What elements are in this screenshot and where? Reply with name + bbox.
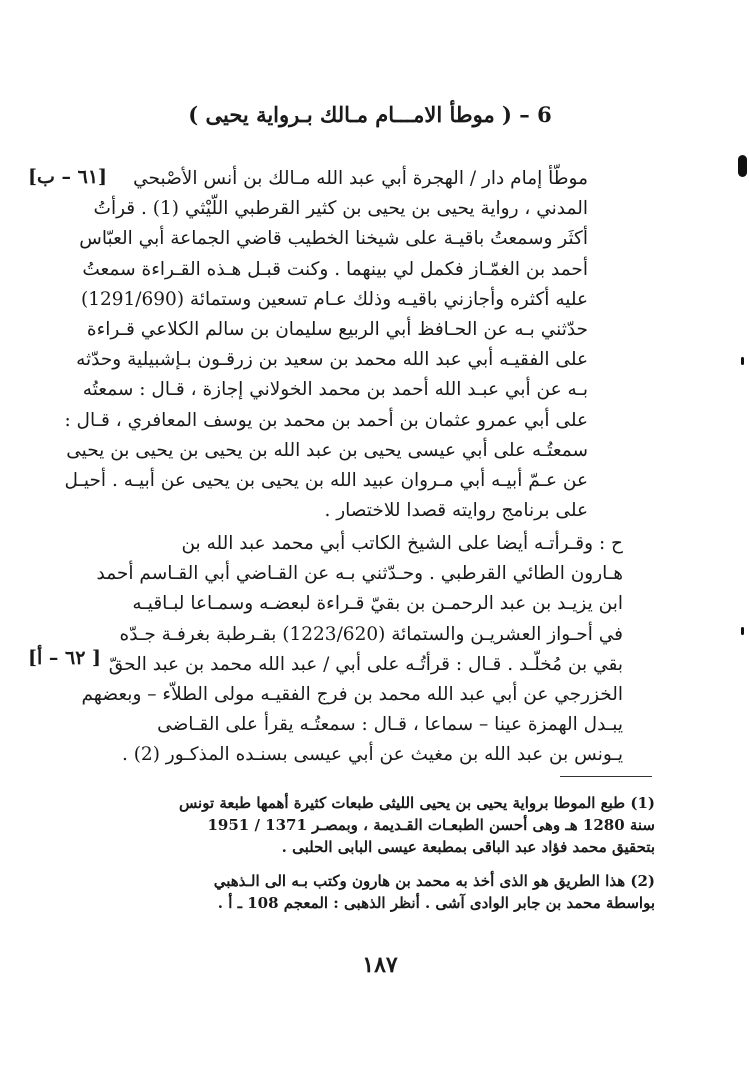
- scan-edge-mark: [741, 627, 744, 635]
- text-line: أكثَر وسمعتُ باقيـة على شيخنا الخطيب قاضي الجماعة أبي العبّاس: [79, 228, 588, 250]
- text-line: بـه عن أبي عبـد الله أحمد بن محمد الخولاني إجازة ، قـال : سمعتُه: [82, 379, 588, 401]
- page-number: ١٨٧: [362, 952, 398, 978]
- text-line: ح : وقـرأتـه أيضا على الشيخ الكاتب أبي محمد عبد الله بن: [181, 533, 623, 554]
- scan-edge-mark: [741, 357, 744, 365]
- folio-marker-61b: [٦١ – ب]: [28, 166, 108, 188]
- text-line: الخزرجي عن أبي عبد الله محمد بن فرج الفقيـه مولى الطلاّء – وبعضهم: [81, 683, 623, 705]
- footnote-line: سنة 1280 هـ وهى أحسن الطبعـات القـديمة ، وبمصـر 1371 / 1951: [207, 816, 655, 834]
- text-line: على الفقيـه أبي عبد الله محمد بن سعيد بن زرقـون بـإشبيلية وحدّثه: [76, 349, 588, 371]
- text-line: في أحـواز العشريـن والستمائة (1223/620) بقـرطبة بغرفـة جـدّه: [119, 623, 623, 645]
- footnote-line: بواسطة محمد بن جابر الوادى آشى . أنظر الذهبى : المعجم 108 ـ أ .: [217, 894, 655, 912]
- footnotes: [125, 792, 655, 914]
- text-line: هـارون الطائي القرطبي . وحـدّثني بـه عن القـاضي أبي القـاسم أحمد: [96, 563, 623, 585]
- footnote-divider: [560, 776, 652, 777]
- text-line: بقي بن مُخلّـد . قـال : قرأتُـه على أبي / عبد الله محمد بن عبد الحقّ: [108, 653, 623, 675]
- text-line: ابن يزيـد بن عبد الرحمـن بن بقيّ قـراءة لبعضـه وسمـاعا لبـاقيـه: [132, 593, 623, 615]
- text-line: موطّأ إمام دار / الهجرة أبي عبد الله مـالك بن أنس الأصْبحي: [133, 168, 588, 189]
- scan-edge-mark: [738, 155, 747, 177]
- text-line: المدني ، رواية يحيى بن يحيى بن كثير القرطبي اللّيْثي (1) . قرأتُ: [93, 198, 588, 220]
- folio-marker-62a: [٦٢ – أ ]: [28, 647, 102, 669]
- text-line: على أبي عمرو عثمان بن أحمد بن محمد بن يوسف المعافري ، قـال :: [64, 409, 588, 431]
- footnote-line: (2) هذا الطريق هو الذى أخذ به محمد بن هارون وكتب بـه الى الـذهبي: [213, 872, 655, 890]
- text-line: يبـدل الهمزة عينا – سماعا ، قـال : سمعتُـه يقرأ على القـاضى: [157, 714, 623, 736]
- text-line: عن عـمّ أبيـه أبي مـروان عبيد الله بن يحيى بن يحيى عن أبيـه . أحيـل: [64, 469, 588, 491]
- second-paragraph: [81, 529, 623, 771]
- section-heading: 6 – ( موطأ الامـــام مـالك بـرواية يحيى ): [188, 102, 552, 127]
- text-line: أحمد بن الغمّـاز فكمل لي بينهما . وكنت قبـل هـذه القـراءة سمعتُ: [82, 258, 588, 280]
- footnote-line: بتحقيق محمد فؤاد عبد الباقى بمطبعة عيسى البابى الحلبى .: [281, 838, 655, 856]
- text-line: يـونس بن عبد الله بن مغيث عن أبي عيسى بسنـده المذكـور (2) .: [121, 744, 623, 766]
- footnote-gap: [125, 858, 655, 870]
- text-line: عليه أكثره وأجازني باقيـه وذلك عـام تسعين وستمائة (1291/690): [80, 288, 588, 310]
- footnote-1: [125, 792, 655, 858]
- footnote-2: [125, 870, 655, 914]
- text-line: على برنامج روايته قصدا للاختصار .: [324, 500, 588, 522]
- text-line: حدّثني بـه عن الحـافظ أبي الربيع سليمان بن سالم الكلاعي قـراءة: [86, 318, 588, 340]
- footnote-line: (1) طبع الموطا برواية يحيى بن يحيى الليثى طبعات كثيرة أهمها طبعة تونس: [178, 794, 655, 812]
- text-line: سمعتُـه على أبي عيسى يحيى بن عبد الله بن يحيى بن يحيى بن يحيى: [66, 439, 588, 461]
